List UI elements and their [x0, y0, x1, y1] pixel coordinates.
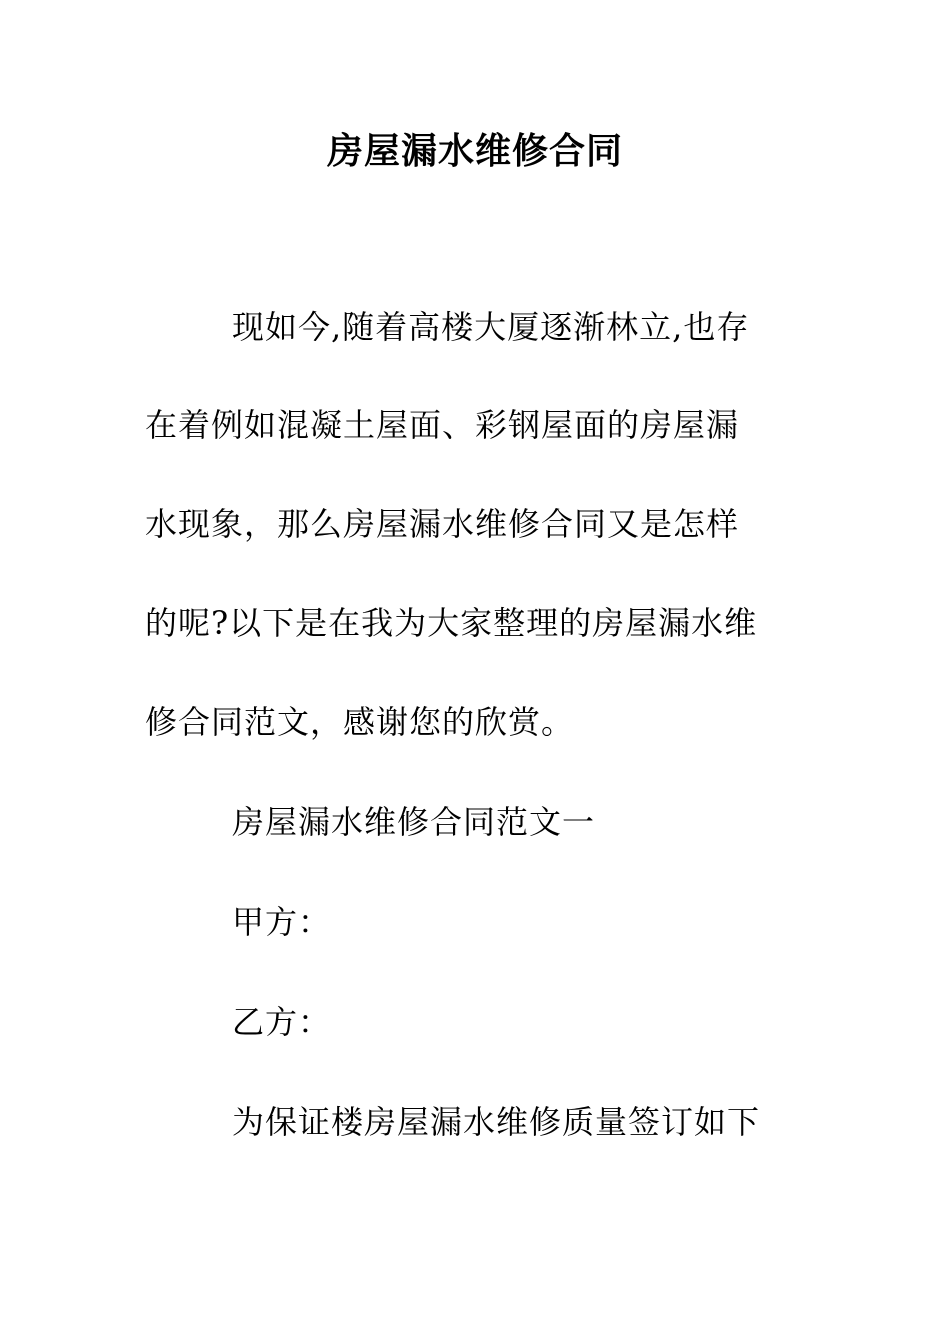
- party-a-label: 甲方：: [232, 903, 332, 941]
- intro-line-1: 现如今,随着高楼大厦逐渐林立,也存: [232, 308, 750, 346]
- document-title: 房屋漏水维修合同: [326, 131, 623, 172]
- section-heading: 房屋漏水维修合同范文一: [232, 803, 596, 841]
- party-b-label: 乙方：: [232, 1003, 332, 1041]
- intro-line-4: 的呢?以下是在我为大家整理的房屋漏水维: [145, 604, 758, 642]
- intro-line-5: 修合同范文，感谢您的欣赏。: [145, 703, 575, 741]
- clause-line: 为保证楼房屋漏水维修质量签订如下: [232, 1103, 761, 1141]
- intro-line-2: 在着例如混凝土屋面、彩钢屋面的房屋漏: [145, 406, 740, 444]
- intro-line-3: 水现象，那么房屋漏水维修合同又是怎样: [145, 505, 740, 543]
